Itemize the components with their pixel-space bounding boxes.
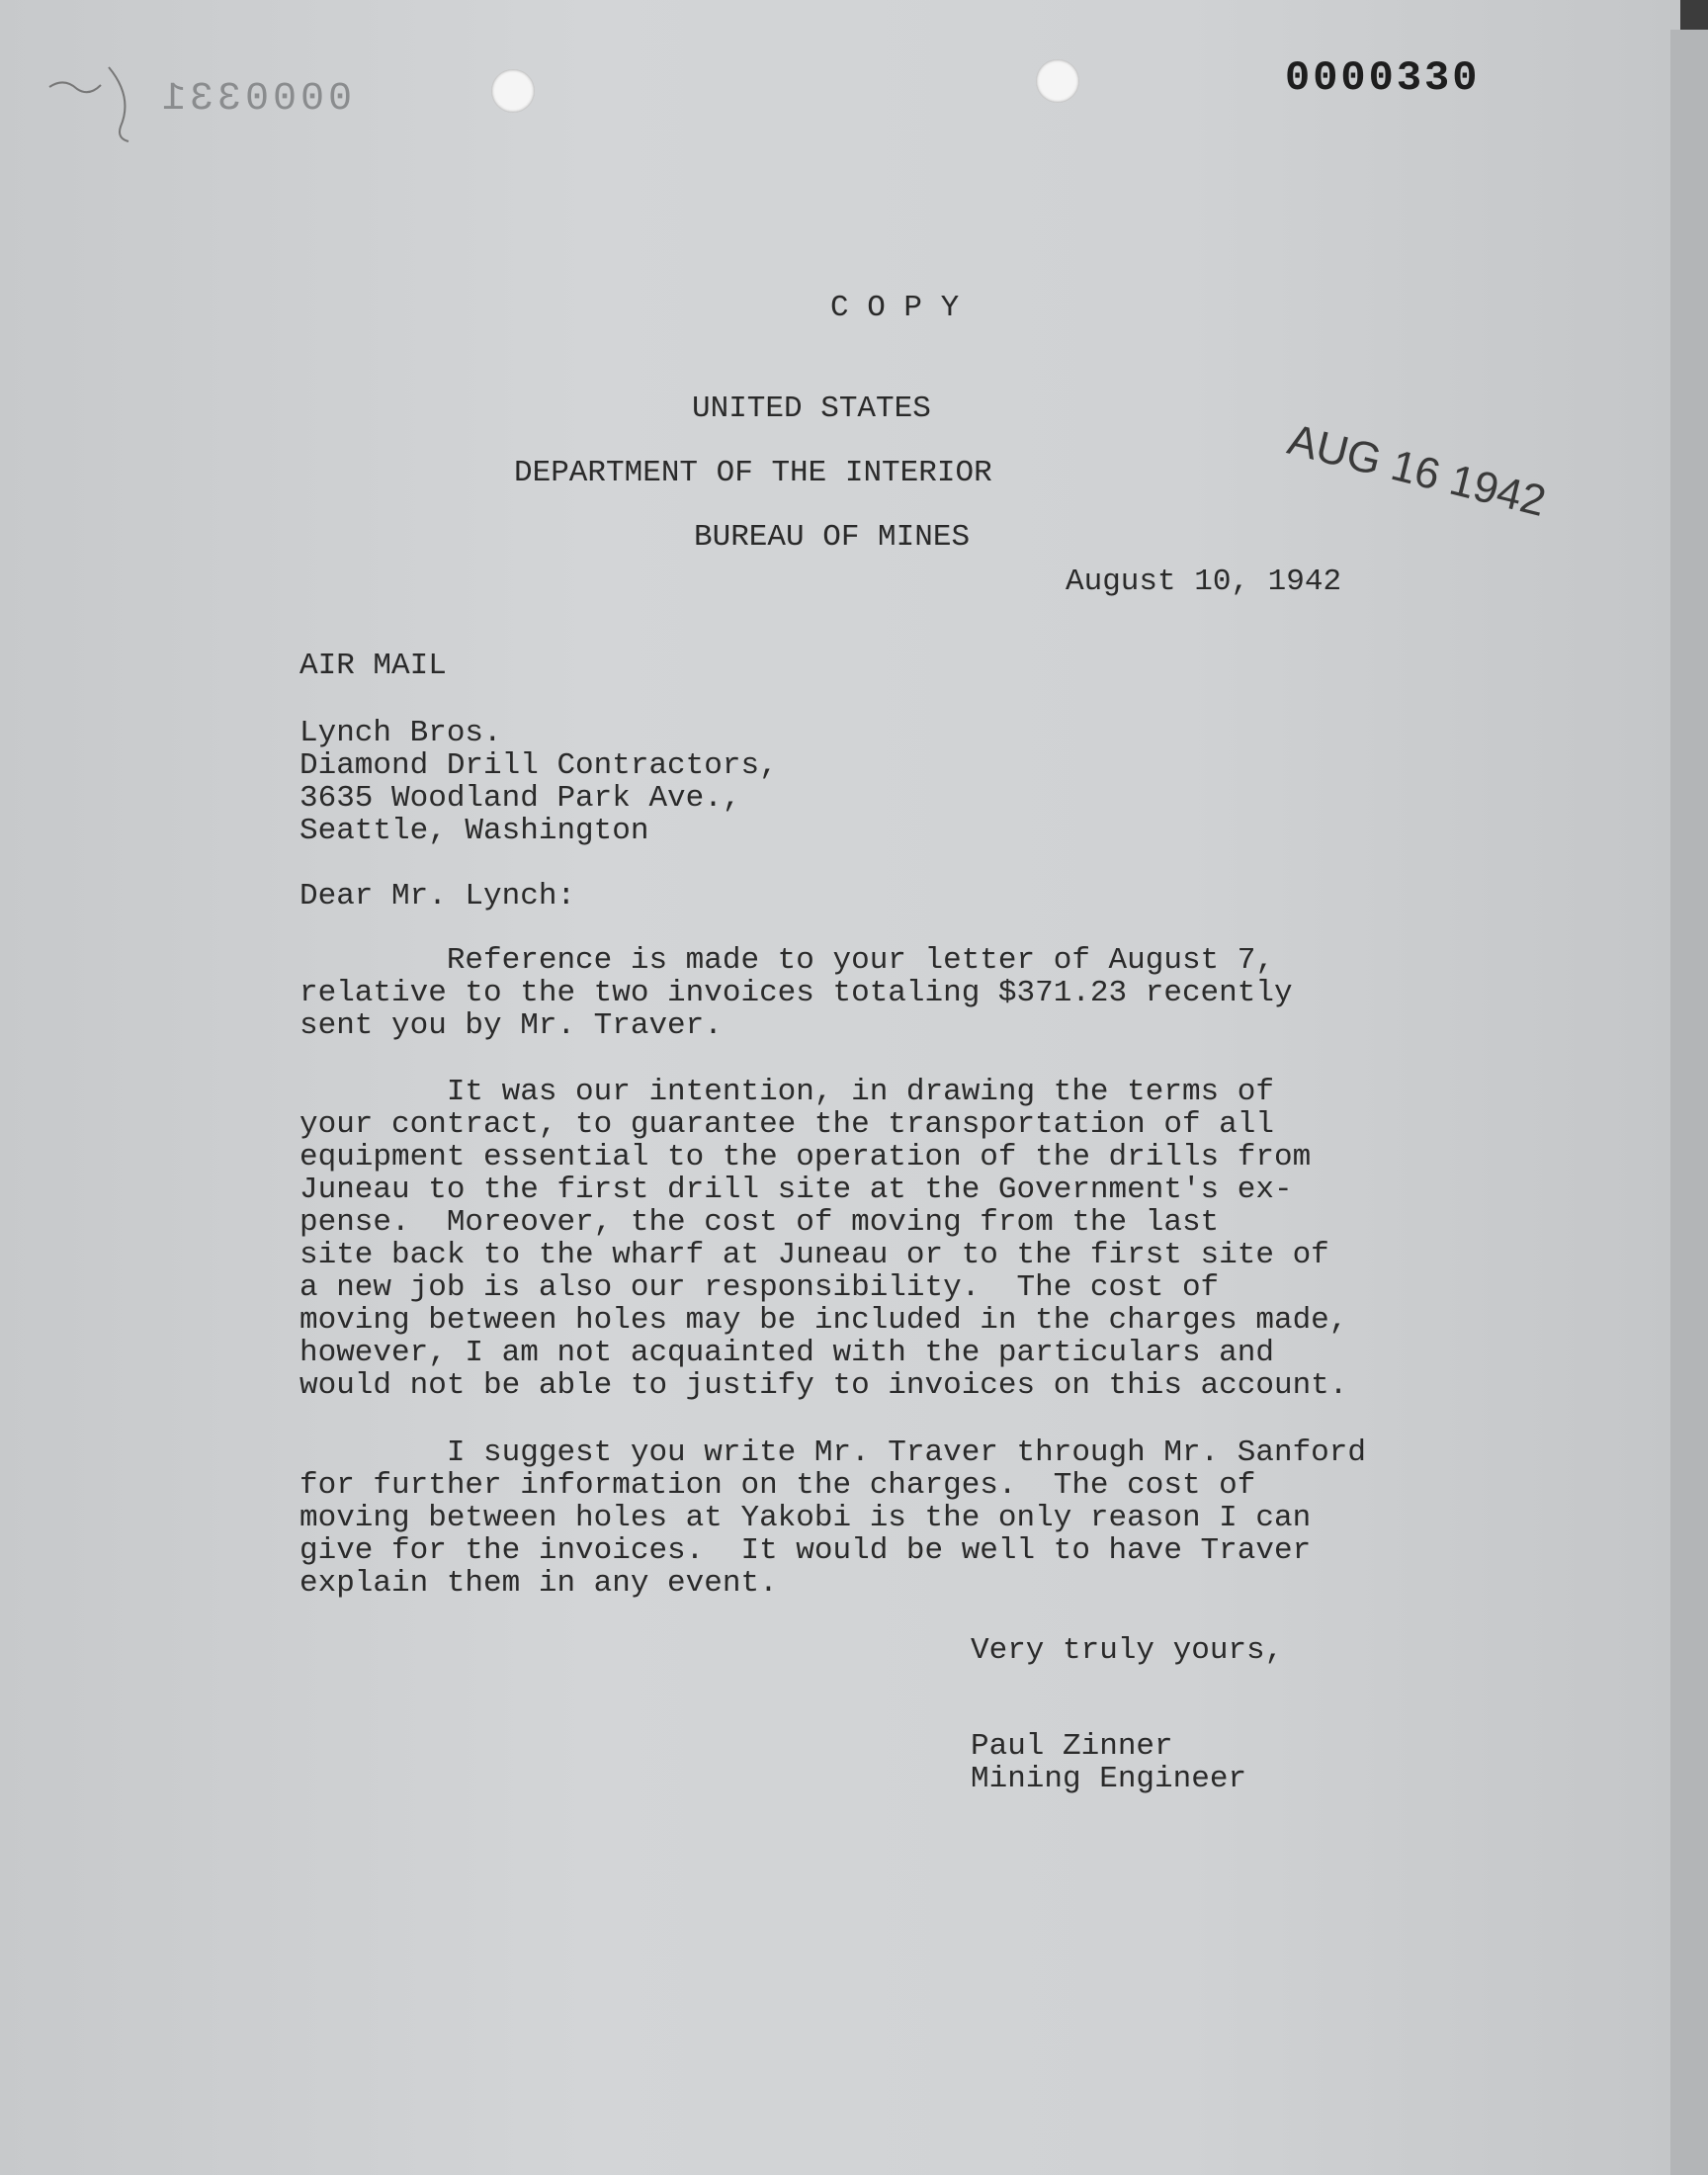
body-line: sent you by Mr. Traver. [299,1008,723,1043]
signer-name: Paul Zinner [971,1729,1173,1764]
body-line: Reference is made to your letter of August 7, [299,943,1274,978]
copy-heading: C O P Y [830,291,960,325]
body-line: moving between holes at Yakobi is the only reason I can [299,1501,1312,1535]
address-line: Lynch Bros. [299,716,502,750]
address-line: Diamond Drill Contractors, [299,748,778,783]
body-line: a new job is also our responsibility. The cost of [299,1270,1220,1305]
page-edge [1670,30,1708,2175]
body-line: I suggest you write Mr. Traver through Mr. Sanford [299,1436,1366,1470]
punch-hole-right [1036,59,1079,103]
closing: Very truly yours, [971,1633,1284,1668]
address-line: Seattle, Washington [299,814,649,848]
body-line: Juneau to the first drill site at the Government's ex- [299,1173,1293,1207]
body-line: give for the invoices. It would be well to have Traver [299,1533,1312,1568]
body-line: moving between holes may be included in the charges made, [299,1303,1348,1338]
letter-date: August 10, 1942 [1066,565,1342,599]
body-line: It was our intention, in drawing the terms of [299,1075,1274,1109]
body-line: relative to the two invoices totaling $371.23 recently [299,976,1293,1010]
body-line: would not be able to justify to invoices on this account. [299,1368,1348,1403]
delivery-method: AIR MAIL [299,649,447,683]
body-line: pense. Moreover, the cost of moving from the last [299,1205,1220,1240]
body-line: site back to the wharf at Juneau or to the first site of [299,1238,1329,1272]
date-received-stamp: AUG 16 1942 [1283,415,1551,527]
document-number: 0000330 [1285,54,1481,102]
salutation: Dear Mr. Lynch: [299,879,576,914]
bleed-through-number: 0000331 [158,77,353,122]
signer-title: Mining Engineer [971,1762,1247,1796]
address-line: 3635 Woodland Park Ave., [299,781,741,816]
body-line: for further information on the charges. The cost of [299,1468,1256,1503]
body-line: however, I am not acquainted with the particulars and [299,1336,1274,1370]
punch-hole-left [491,69,535,113]
body-line: your contract, to guarantee the transportation of all [299,1107,1274,1142]
handwritten-mark [40,47,148,146]
agency-line-2: DEPARTMENT OF THE INTERIOR [514,456,992,490]
body-line: equipment essential to the operation of the drills from [299,1140,1312,1174]
agency-line-3: BUREAU OF MINES [694,520,971,555]
agency-line-1: UNITED STATES [692,392,931,426]
body-line: explain them in any event. [299,1566,778,1601]
